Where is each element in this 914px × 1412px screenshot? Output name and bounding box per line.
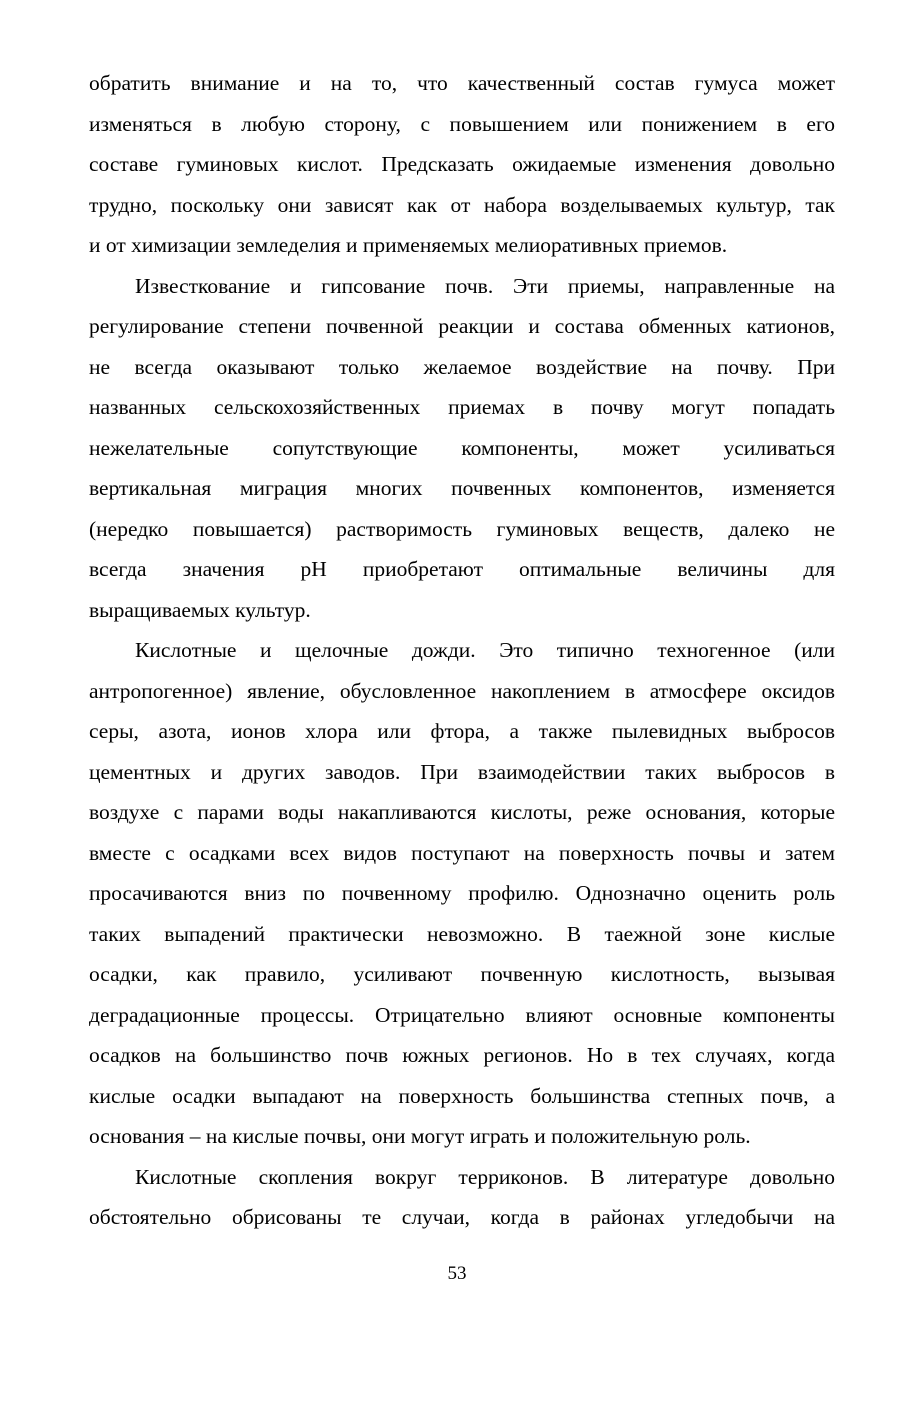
text-line: просачиваются вниз по почвенному профилю. Однозначно оценить роль bbox=[89, 881, 835, 905]
text-line: изменяться в любую сторону, с повышением или понижением в его bbox=[89, 111, 835, 136]
paragraph-spoil-heaps bbox=[89, 1157, 835, 1238]
text-line: названных сельскохозяйственных приемах в почву могут попадать bbox=[89, 395, 835, 419]
text-line: Кислотные скопления вокруг терриконов. В литературе довольно bbox=[135, 1164, 835, 1189]
paragraph-liming bbox=[89, 266, 835, 631]
text-line: трудно, поскольку они зависят как от набора возделываемых культур, так bbox=[89, 192, 835, 217]
text-line: воздухе с парами воды накапливаются кислоты, реже основания, которые bbox=[89, 800, 835, 824]
text-line: осадков на большинство почв южных регионов. Но в тех случаях, когда bbox=[89, 1043, 835, 1067]
text-line: всегда значения pH приобретают оптимальные величины для bbox=[89, 557, 835, 581]
text-line: Кислотные и щелочные дожди. Это типично техногенное (или bbox=[135, 638, 835, 662]
text-line: выращиваемых культур. bbox=[89, 597, 311, 622]
text-line: таких выпадений практически невозможно. В таежной зоне кислые bbox=[89, 921, 835, 946]
text-line: составе гуминовых кислот. Предсказать ожидаемые изменения довольно bbox=[89, 152, 835, 176]
paragraph-acid-rain bbox=[89, 630, 835, 1157]
text-line: основания – на кислые почвы, они могут играть и положительную роль. bbox=[89, 1124, 751, 1148]
text-line: кислые осадки выпадают на поверхность большинства степных почв, а bbox=[89, 1083, 835, 1108]
text-line: Известкование и гипсование почв. Эти приемы, направленные на bbox=[135, 273, 835, 298]
text-line: и от химизации земледелия и применяемых мелиоративных приемов. bbox=[89, 233, 728, 257]
text-line: серы, азота, ионов хлора или фтора, а также пылевидных выбросов bbox=[89, 719, 835, 743]
text-line: обратить внимание и на то, что качественный состав гумуса может bbox=[89, 71, 835, 95]
text-line: вместе с осадками всех видов поступают на поверхность почвы и затем bbox=[89, 840, 835, 865]
text-line: вертикальная миграция многих почвенных компонентов, изменяется bbox=[89, 476, 835, 500]
text-line: регулирование степени почвенной реакции и состава обменных катионов, bbox=[89, 314, 835, 338]
text-line: цементных и других заводов. При взаимодействии таких выбросов в bbox=[89, 759, 835, 784]
text-line: обстоятельно обрисованы те случаи, когда в районах угледобычи на bbox=[89, 1205, 835, 1229]
paragraph-humus bbox=[89, 63, 835, 266]
text-line: деградационные процессы. Отрицательно влияют основные компоненты bbox=[89, 1002, 835, 1027]
text-line: антропогенное) явление, обусловленное накоплением в атмосфере оксидов bbox=[89, 678, 835, 703]
text-line: нежелательные сопутствующие компоненты, может усиливаться bbox=[89, 435, 835, 460]
text-line: осадки, как правило, усиливают почвенную кислотность, вызывая bbox=[89, 962, 835, 986]
body-text bbox=[89, 63, 835, 1238]
text-line: (нередко повышается) растворимость гуминовых веществ, далеко не bbox=[89, 516, 835, 541]
page-number: 53 bbox=[447, 1263, 467, 1284]
text-line: не всегда оказывают только желаемое воздействие на почву. При bbox=[89, 354, 835, 379]
